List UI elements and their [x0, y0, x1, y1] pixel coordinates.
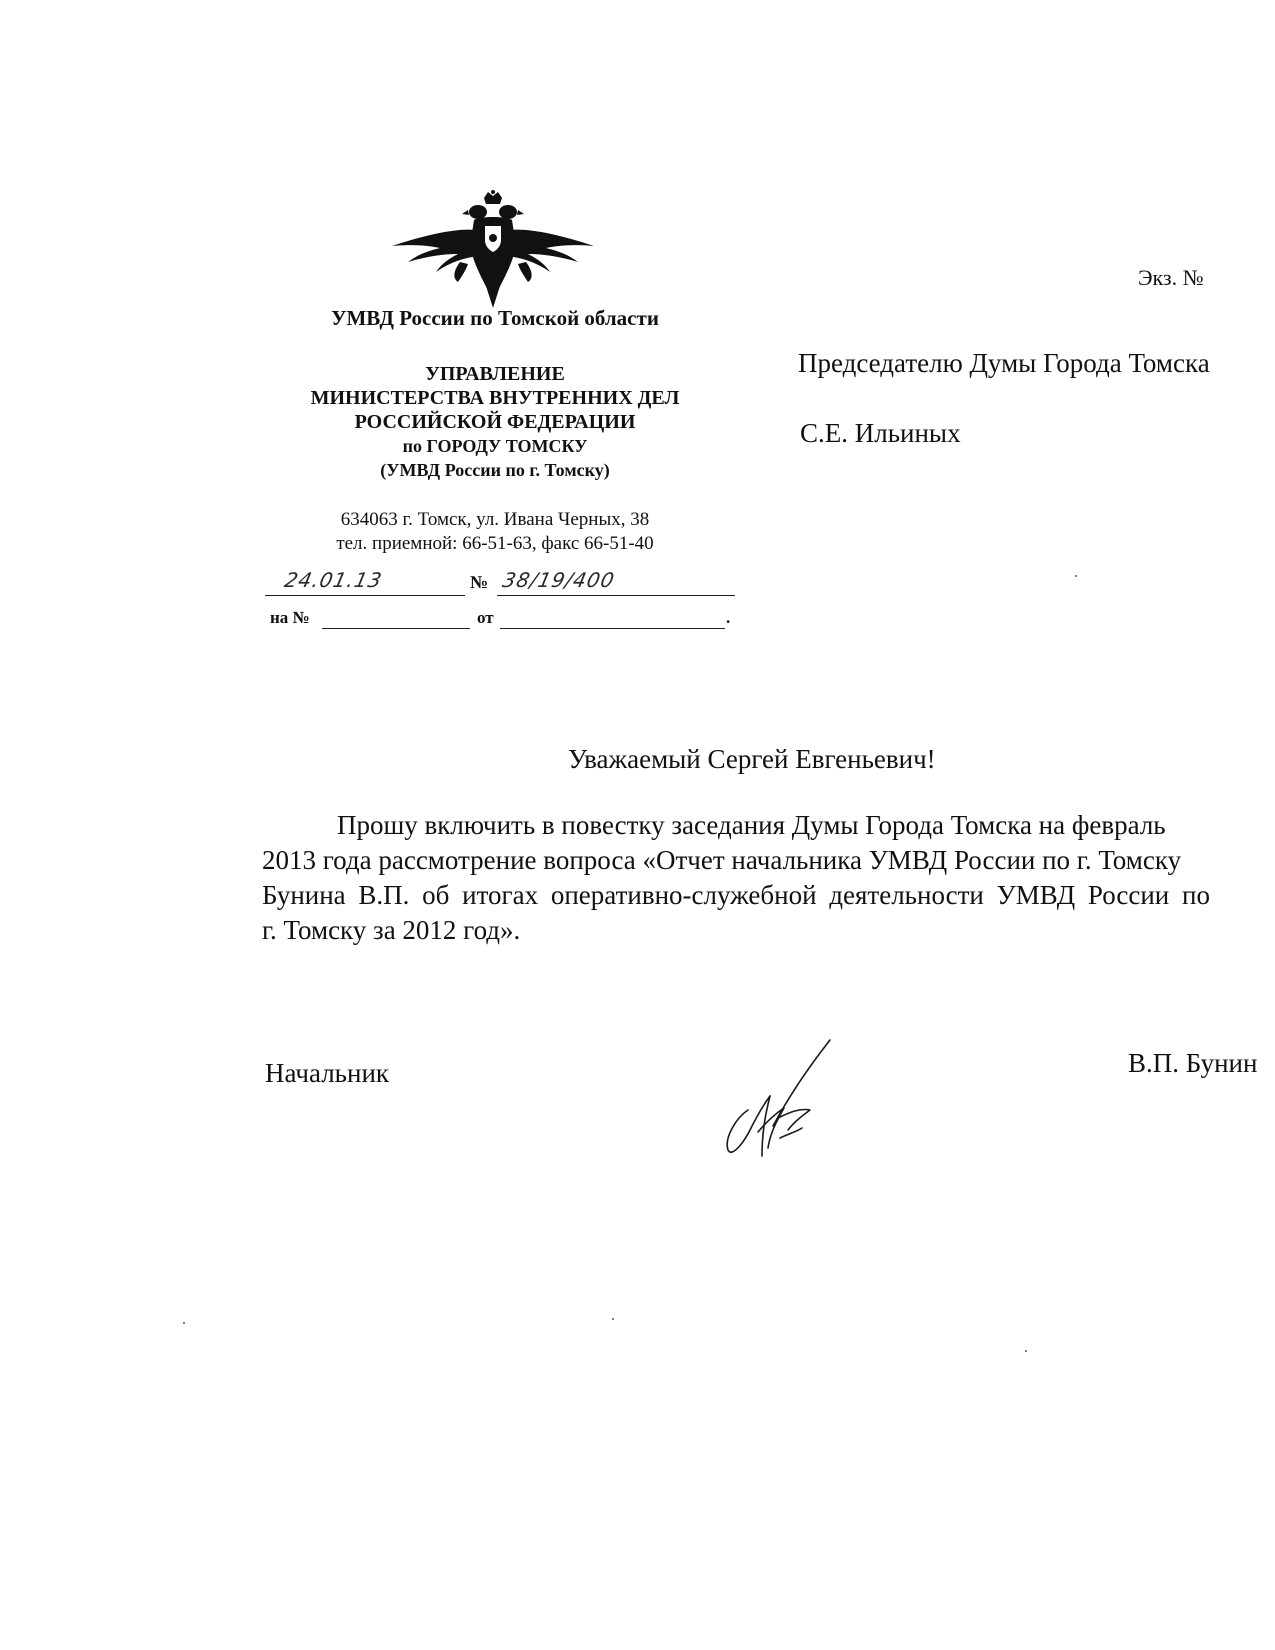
handwritten-signature: [718, 1038, 838, 1163]
registration-number: 38/19/400: [500, 568, 618, 592]
body-line: 2013 года рассмотрение вопроса «Отчет начальника УМВД России по г. Томску: [262, 845, 1182, 875]
body-text: [262, 808, 1262, 948]
copy-number: Экз. №: [1138, 265, 1204, 290]
contact-block: [270, 508, 720, 556]
reply-end-mark: .: [726, 608, 731, 627]
signer-title: Начальник: [265, 1058, 390, 1088]
body-line: г. Томску за 2012 год».: [262, 915, 521, 945]
org-short-name: УМВД России по Томской области: [331, 306, 659, 330]
scan-speck: [612, 1318, 614, 1320]
org-line: МИНИСТЕРСТВА ВНУТРЕННИХ ДЕЛ: [310, 387, 680, 409]
reply-from-label: от: [477, 608, 494, 627]
scan-speck: [1025, 1350, 1027, 1352]
phone-fax: тел. приемной: 66-51-63, факс 66-51-40: [336, 533, 654, 554]
org-line: по ГОРОДУ ТОМСКУ: [402, 436, 588, 456]
address: 634063 г. Томск, ул. Ивана Черных, 38: [340, 509, 650, 530]
addressee-name: С.Е. Ильиных: [800, 418, 961, 448]
scan-speck: [183, 1322, 185, 1324]
org-line: УПРАВЛЕНИЕ: [425, 363, 565, 385]
number-label: №: [470, 572, 489, 592]
org-full-name: [270, 362, 720, 482]
org-line: РОССИЙСКОЙ ФЕДЕРАЦИИ: [354, 411, 636, 433]
body-line: Прошу включить в повестку заседания Думы Города Томска на февраль: [337, 810, 1166, 840]
greeting: Уважаемый Сергей Евгеньевич!: [568, 744, 936, 774]
signer-name: В.П. Бунин: [1128, 1048, 1258, 1078]
addressee-title: Председателю Думы Города Томска: [798, 348, 1210, 378]
org-line: (УМВД России по г. Томску): [380, 460, 610, 480]
registration-line: [265, 568, 735, 596]
scan-speck: [1075, 575, 1077, 577]
registration-date: 24.01.13: [282, 568, 385, 592]
eagle-emblem-icon: [388, 190, 598, 308]
reply-number-label: на №: [270, 608, 310, 627]
reply-reference-line: [270, 606, 740, 632]
body-line: Бунина В.П. об итогах оперативно-служебной деятельности УМВД России по: [262, 880, 1210, 910]
